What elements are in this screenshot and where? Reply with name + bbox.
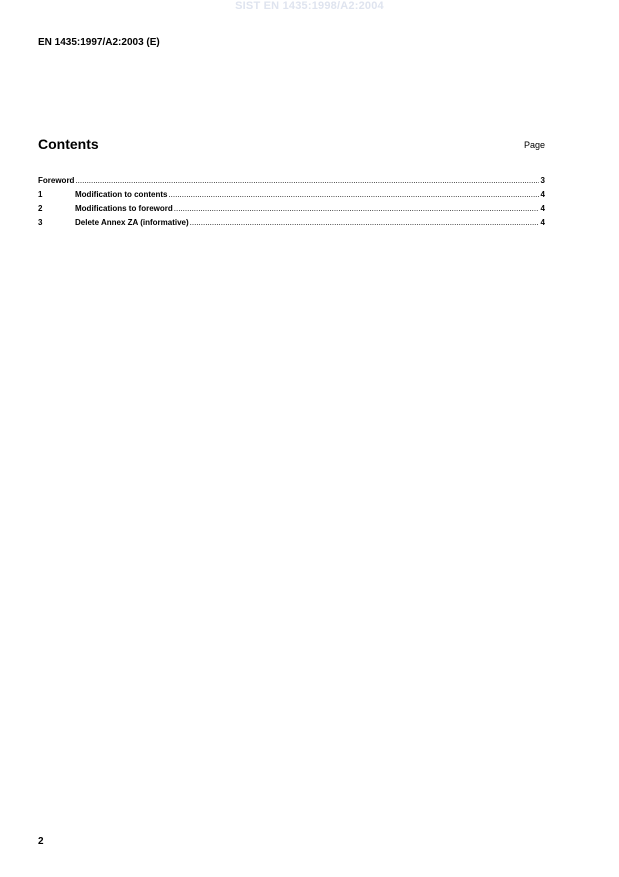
toc-entry-title: Modifications to foreword <box>75 204 173 213</box>
table-of-contents <box>38 176 545 232</box>
toc-entry-2[interactable] <box>38 204 545 218</box>
toc-entry-title: Delete Annex ZA (informative) <box>75 218 189 227</box>
toc-entry-page: 3 <box>540 176 545 185</box>
page-number: 2 <box>38 836 44 847</box>
contents-header <box>38 136 545 154</box>
watermark-text: SIST EN 1435:1998/A2:2004 <box>235 0 384 12</box>
toc-entry-foreword[interactable] <box>38 176 545 190</box>
toc-entry-page: 4 <box>540 190 545 199</box>
toc-entry-3[interactable] <box>38 218 545 232</box>
contents-title: Contents <box>38 136 99 152</box>
document-reference: EN 1435:1997/A2:2003 (E) <box>38 37 160 48</box>
toc-dot-leader <box>168 190 538 199</box>
toc-entry-page: 4 <box>540 218 545 227</box>
toc-entry-title: Foreword <box>38 176 75 185</box>
toc-entry-page: 4 <box>540 204 545 213</box>
toc-entry-number: 1 <box>38 190 43 199</box>
page-column-label: Page <box>523 140 545 150</box>
toc-entry-1[interactable] <box>38 190 545 204</box>
toc-dot-leader <box>174 204 539 213</box>
toc-entry-number: 2 <box>38 204 43 213</box>
toc-entry-number: 3 <box>38 218 43 227</box>
toc-entry-title: Modification to contents <box>75 190 168 199</box>
toc-dot-leader <box>190 218 539 227</box>
toc-dot-leader <box>75 176 538 185</box>
